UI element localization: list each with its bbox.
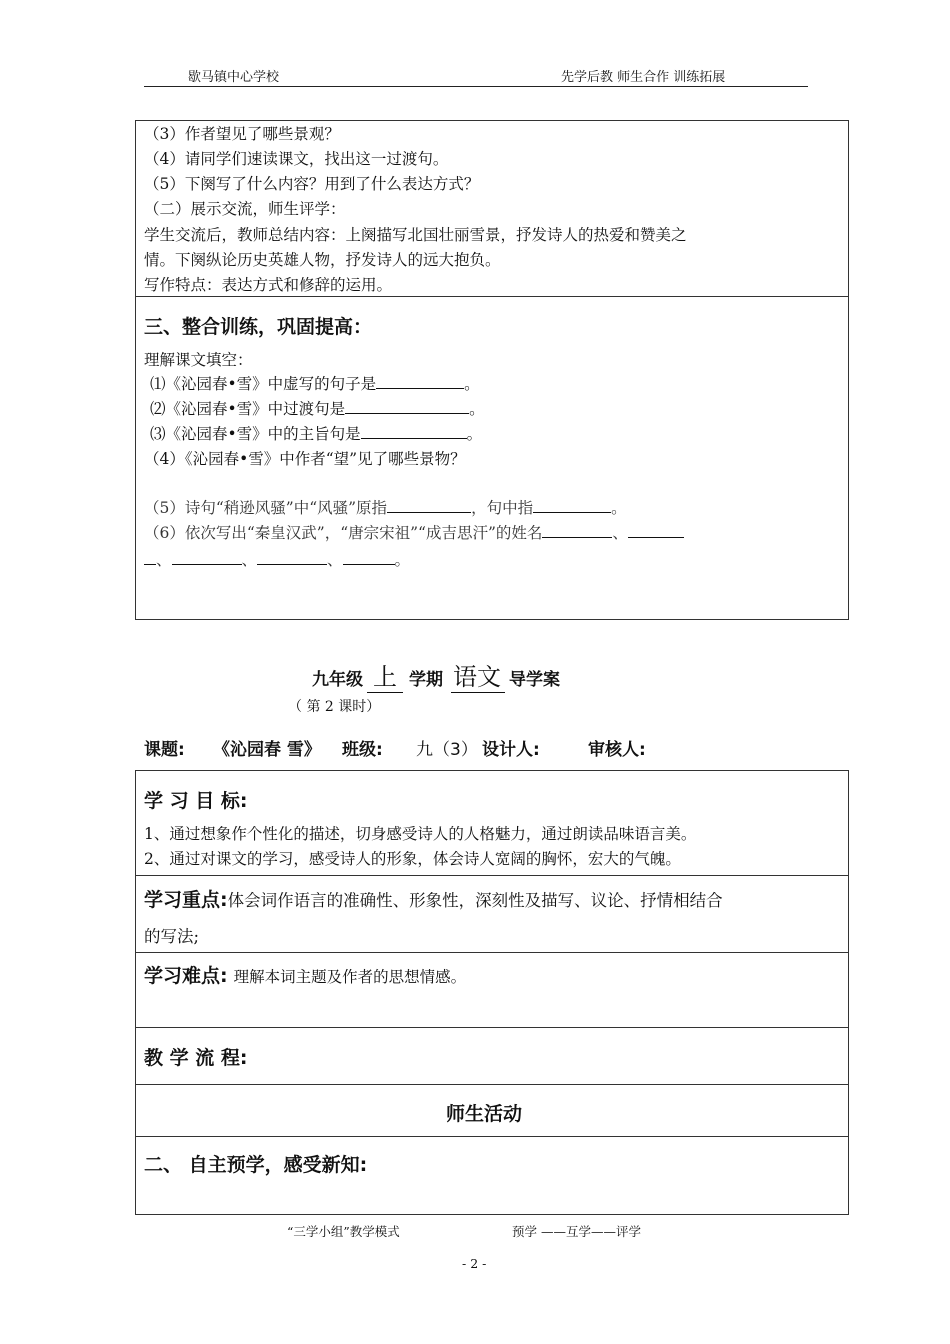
fill-question-2: [150, 399, 485, 419]
fill-question-3: [150, 424, 482, 444]
difficulties: [144, 966, 466, 987]
key-points: [144, 890, 723, 911]
answer-blank[interactable]: [343, 550, 395, 565]
topic-value: 《沁园春 雪》: [213, 740, 321, 760]
table-divider: [135, 1136, 849, 1137]
fill-question-2-text: ⑵《沁园春•雪》中过渡句是: [150, 400, 346, 418]
header-school: 歇马镇中心学校: [188, 70, 280, 85]
answer-blank[interactable]: [172, 550, 242, 565]
period: 。: [611, 499, 627, 517]
footer-flow: 预学 ——互学——评学: [512, 1224, 641, 1239]
key-points-label: 学习重点:: [144, 889, 228, 911]
fill-intro: 理解课文填空：: [144, 351, 253, 369]
process-heading: 教 学 流 程:: [144, 1047, 248, 1069]
period: 。: [466, 425, 483, 443]
footer-mode: “三学小组”教学模式: [287, 1224, 400, 1239]
comma: 、: [156, 551, 172, 569]
page-number: - 2 -: [462, 1256, 487, 1271]
table-divider: [135, 952, 849, 953]
fill-question-4: （4）《沁园春•雪》中作者“望”见了哪些景物？: [144, 450, 466, 468]
comma: 、: [241, 551, 258, 569]
answer-blank[interactable]: [387, 498, 471, 513]
header-rule: [144, 86, 808, 87]
class-value: [416, 735, 478, 760]
period: 。: [394, 551, 411, 569]
fill-question-6-cont: [144, 550, 410, 570]
table-divider: [135, 296, 849, 297]
question-5: （5）下阕写了什么内容？用到了什么表达方式？: [144, 175, 480, 193]
table-divider: [135, 1084, 849, 1085]
document-title: [312, 657, 560, 693]
period: 。: [469, 400, 485, 418]
fill-question-5-text: （5）诗句“稍逊风骚”中“风骚”原指: [144, 499, 388, 517]
answer-blank[interactable]: [257, 550, 327, 565]
answer-blank[interactable]: [345, 399, 469, 414]
summary-line-2: 情。下阕纵论历史英雄人物，抒发诗人的远大抱负。: [144, 251, 501, 269]
answer-blank[interactable]: [376, 374, 464, 389]
title-subject: 语文: [451, 657, 505, 693]
period: 。: [464, 375, 480, 393]
goal-item-1: 1、通过想象作个性化的描述，切身感受诗人的人格魅力，通过朗读品味语言美。: [144, 825, 697, 843]
class-value-text: 九（3）: [416, 740, 478, 760]
comma: 、: [612, 524, 628, 542]
writing-features: 写作特点：表达方式和修辞的运用。: [144, 276, 393, 294]
summary-line-1: 学生交流后，教师总结内容：上阕描写北国壮丽雪景，抒发诗人的热爱和赞美之: [144, 226, 687, 244]
question-3: （3）作者望见了哪些景观？: [144, 125, 340, 143]
title-semester: 学期: [409, 670, 443, 690]
section-2-heading: 二、 自主预学，感受新知:: [144, 1154, 368, 1176]
fill-question-6: [144, 523, 684, 543]
continuation-table: [135, 120, 849, 620]
topic-label: 课题:: [144, 740, 185, 760]
lesson-number: （ 第 2 课时）: [288, 699, 381, 715]
answer-blank[interactable]: [628, 523, 684, 538]
fill-question-3-text: ⑶《沁园春•雪》中的主旨句是: [150, 425, 361, 443]
goal-item-2: 2、通过对课文的学习，感受诗人的形象，体会诗人宽阔的胸怀，宏大的气魄。: [144, 850, 681, 868]
reviewer-label: 审核人:: [588, 740, 646, 760]
section-3-heading: 三、整合训练，巩固提高：: [144, 316, 373, 338]
title-type: 导学案: [509, 670, 560, 690]
key-points-text: 体会词作语言的准确性、形象性，深刻性及描写、议论、抒情相结合: [227, 891, 723, 910]
fill-question-1-text: ⑴《沁园春•雪》中虚写的句子是: [150, 375, 377, 393]
answer-blank[interactable]: [144, 550, 156, 565]
title-term: 上: [367, 657, 403, 693]
answer-blank[interactable]: [361, 424, 467, 439]
comma: 、: [327, 551, 343, 569]
difficulties-label: 学习难点:: [144, 965, 228, 987]
fill-question-1: [150, 374, 480, 394]
answer-blank[interactable]: [533, 498, 611, 513]
activity-heading: 师生活动: [446, 1103, 523, 1125]
header-motto: 先学后教 师生合作 训练拓展: [561, 70, 726, 85]
fill-question-5-text-b: ，句中指: [471, 499, 534, 517]
designer-label: 设计人:: [482, 740, 540, 760]
difficulties-text: 理解本词主题及作者的思想情感。: [233, 968, 467, 986]
answer-blank[interactable]: [542, 523, 612, 538]
table-divider: [135, 1027, 849, 1028]
exchange-heading: （二）展示交流，师生评学：: [144, 200, 346, 218]
title-grade: 九年级: [312, 670, 363, 690]
class-label: 班级:: [342, 740, 383, 760]
fill-question-6-text: （6）依次写出“秦皇汉武”，“唐宗宋祖”“成吉思汗”的姓名: [144, 524, 543, 542]
fill-question-5: [144, 498, 627, 518]
question-4: （4）请同学们速读课文，找出这一过渡句。: [144, 150, 449, 168]
goals-heading: 学 习 目 标:: [144, 790, 248, 812]
key-points-cont: 的写法;: [144, 927, 200, 946]
table-divider: [135, 875, 849, 876]
